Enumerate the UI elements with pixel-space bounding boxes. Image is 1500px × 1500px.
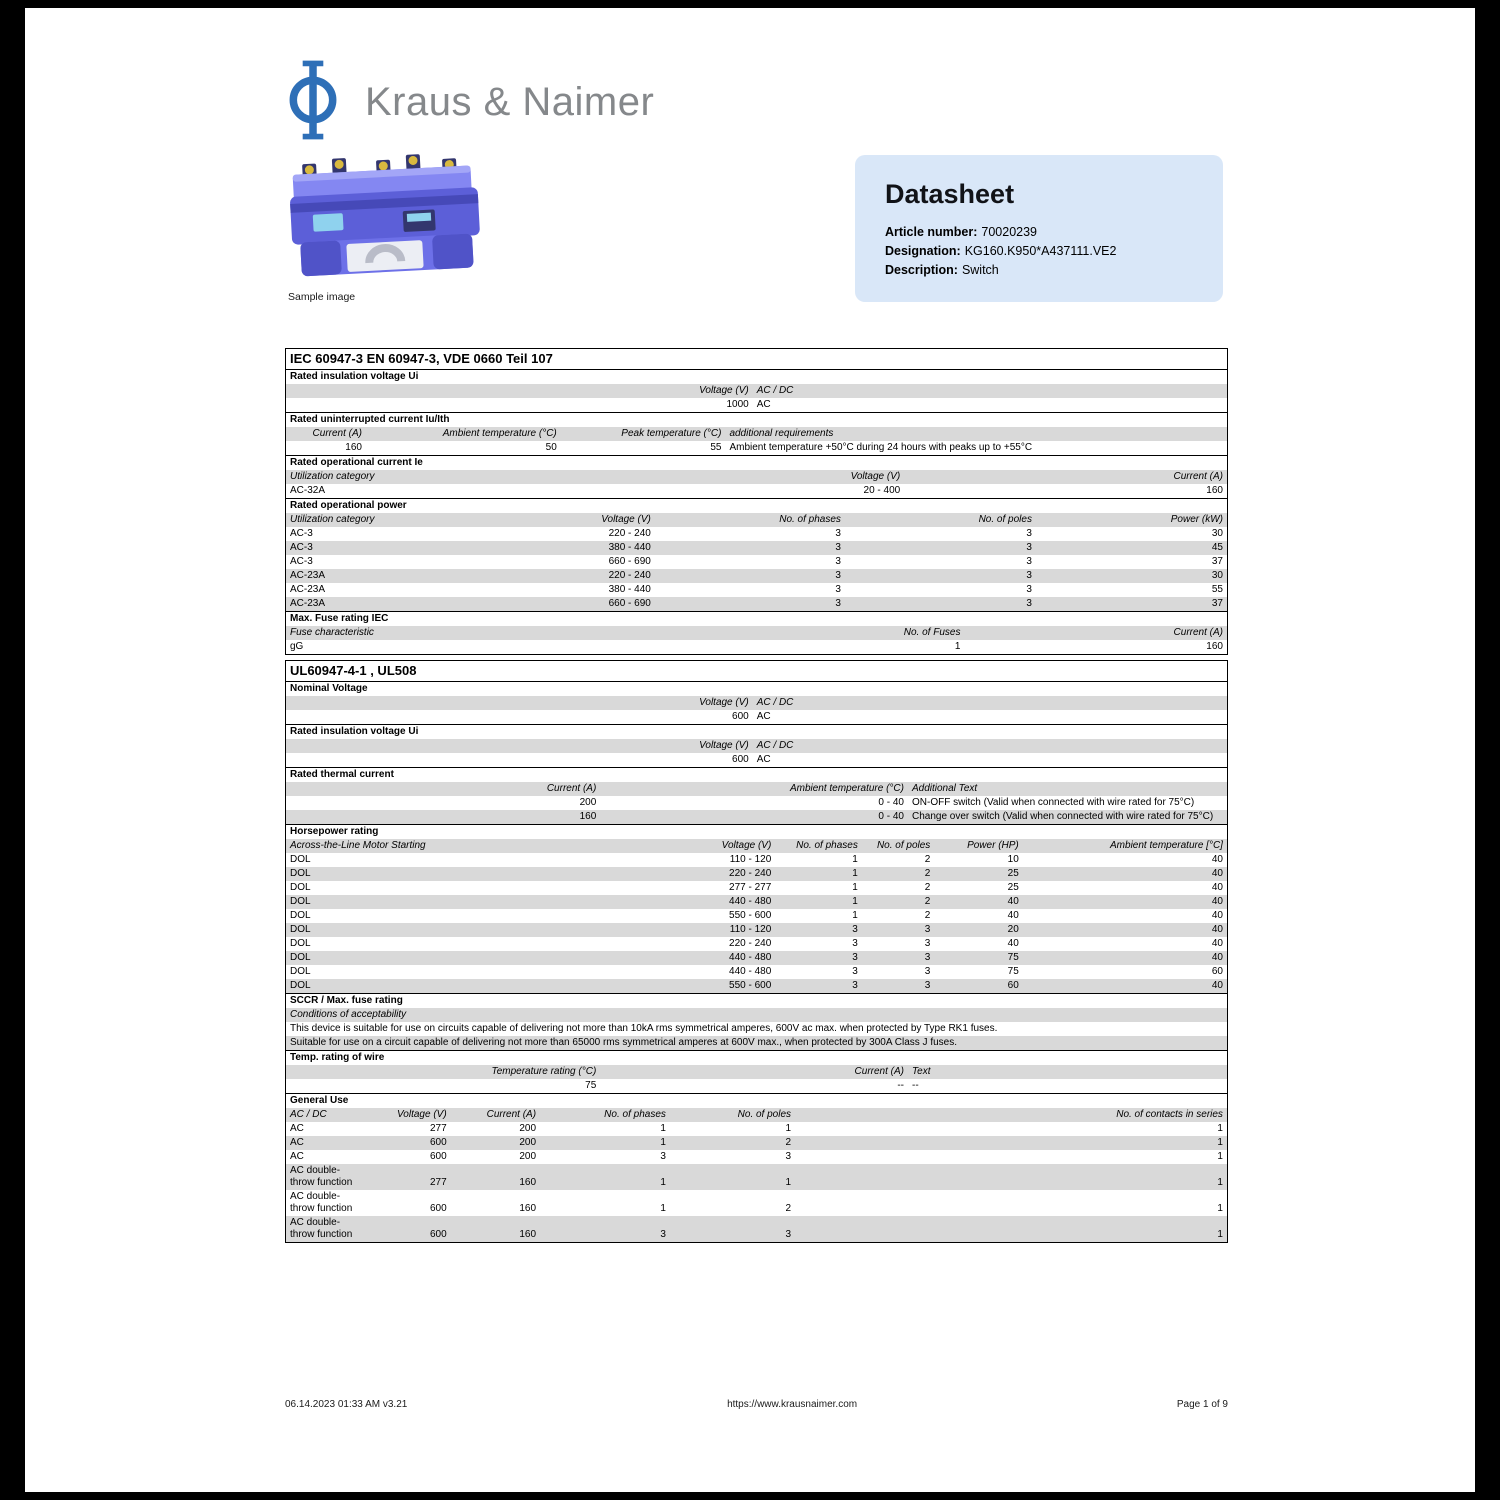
table-cell: AC-3 bbox=[290, 556, 313, 567]
table-cell: 2 bbox=[785, 1203, 792, 1214]
table-row bbox=[286, 569, 1227, 583]
product-image bbox=[283, 154, 488, 284]
field-label: Designation: bbox=[885, 244, 961, 258]
table-cell: 3 bbox=[1026, 556, 1032, 567]
table-cell: 3 bbox=[835, 570, 841, 581]
table-cell: AC double-throw function bbox=[290, 1191, 353, 1214]
table-cell: 660 - 690 bbox=[608, 598, 651, 609]
table-row bbox=[286, 895, 1227, 909]
table-cell: 200 bbox=[519, 1137, 537, 1148]
table-cell: 2 bbox=[924, 910, 931, 921]
table-header-row bbox=[286, 1108, 1227, 1122]
table-cell: 1000 bbox=[726, 399, 749, 410]
table-cell: 40 bbox=[1007, 938, 1019, 949]
table-cell: 600 bbox=[429, 1151, 447, 1162]
table-cell: 110 - 120 bbox=[729, 924, 772, 935]
table-cell: 40 bbox=[1211, 938, 1223, 949]
table-cell: 160 bbox=[345, 442, 362, 453]
table-cell: Peak temperature (°C) bbox=[621, 428, 722, 439]
table-row bbox=[286, 710, 1227, 724]
table-cell: 3 bbox=[852, 980, 858, 991]
table-cell: Power (kW) bbox=[1170, 514, 1223, 525]
table-row bbox=[286, 810, 1227, 824]
table-cell: 550 - 600 bbox=[729, 980, 772, 991]
table-cell: 1 bbox=[785, 1177, 792, 1188]
table-cell: 3 bbox=[785, 1229, 792, 1240]
table-cell: 380 - 440 bbox=[608, 584, 651, 595]
table-cell: ON-OFF switch (Valid when connected with wire rated for 75°C) bbox=[911, 797, 1195, 808]
table-cell: DOL bbox=[290, 868, 311, 879]
spec-section-title: Rated uninterrupted current Iu/Ith bbox=[290, 414, 450, 425]
table-cell: -- bbox=[897, 1080, 904, 1091]
phi-logo-icon bbox=[283, 58, 343, 147]
table-cell: AC / DC bbox=[756, 697, 794, 708]
table-cell: Current (A) bbox=[312, 428, 362, 439]
table-row bbox=[286, 1079, 1227, 1093]
footer-url[interactable]: https://www.krausnaimer.com bbox=[727, 1399, 858, 1410]
table-cell: 3 bbox=[924, 924, 931, 935]
table-cell: Voltage (V) bbox=[699, 385, 749, 396]
table-cell: 550 - 600 bbox=[729, 910, 772, 921]
spec-section-title: Rated insulation voltage Ui bbox=[290, 371, 419, 382]
table-row bbox=[286, 909, 1227, 923]
table-cell: 600 bbox=[732, 754, 749, 765]
table-cell: 40 bbox=[1211, 882, 1223, 893]
table-cell: 3 bbox=[835, 528, 841, 539]
spec-section-title: Temp. rating of wire bbox=[290, 1052, 385, 1063]
table-cell: AC bbox=[756, 711, 771, 722]
table-cell: 277 bbox=[429, 1177, 447, 1188]
table-cell: 3 bbox=[835, 598, 841, 609]
table-header-row bbox=[286, 384, 1227, 398]
table-cell: 1 bbox=[785, 1123, 792, 1134]
table-cell: Change over switch (Valid when connected with wire rated for 75°C) bbox=[911, 811, 1214, 822]
table-header-row bbox=[286, 1065, 1227, 1079]
table-cell: Current (A) bbox=[546, 783, 597, 794]
table-cell: No. of phases bbox=[779, 514, 841, 525]
spec-section bbox=[286, 724, 1227, 767]
table-cell: 1 bbox=[660, 1203, 666, 1214]
table-cell: 600 bbox=[429, 1229, 447, 1240]
table-cell: 10 bbox=[1007, 854, 1019, 865]
table-cell: 160 bbox=[519, 1177, 537, 1188]
table-cell: 3 bbox=[1026, 584, 1032, 595]
table-row bbox=[286, 867, 1227, 881]
table-cell: 40 bbox=[1211, 980, 1223, 991]
table-cell: 1 bbox=[660, 1137, 666, 1148]
table-cell: AC-3 bbox=[290, 528, 313, 539]
table-cell: 160 bbox=[579, 811, 597, 822]
table-header-row bbox=[286, 626, 1227, 640]
spec-section bbox=[286, 1050, 1227, 1093]
table-cell: Across-the-Line Motor Starting bbox=[290, 840, 426, 851]
table-cell: Additional Text bbox=[911, 783, 978, 794]
spec-section-title: Max. Fuse rating IEC bbox=[290, 613, 389, 624]
table-cell: Voltage (V) bbox=[699, 697, 749, 708]
table-cell: 50 bbox=[545, 442, 557, 453]
table-cell: AC-23A bbox=[290, 570, 326, 581]
table-cell: 440 - 480 bbox=[729, 952, 772, 963]
spec-tables bbox=[285, 348, 1228, 1248]
table-header-row bbox=[286, 739, 1227, 753]
table-cell: Fuse characteristic bbox=[290, 627, 374, 638]
table-cell: AC bbox=[290, 1151, 304, 1162]
datasheet-info-box bbox=[855, 155, 1223, 302]
table-header-row bbox=[286, 839, 1227, 853]
table-cell: 25 bbox=[1007, 882, 1019, 893]
table-cell: DOL bbox=[290, 882, 311, 893]
spec-block bbox=[285, 348, 1228, 655]
spec-section-title: Rated operational current Ie bbox=[290, 457, 423, 468]
table-cell: AC-32A bbox=[290, 485, 326, 496]
table-cell: 160 bbox=[1206, 485, 1223, 496]
table-cell: 0 - 40 bbox=[878, 797, 904, 808]
table-cell: 3 bbox=[924, 966, 931, 977]
table-cell: 200 bbox=[519, 1151, 537, 1162]
table-cell: 3 bbox=[1026, 598, 1032, 609]
table-cell: 40 bbox=[1211, 924, 1223, 935]
table-cell: 220 - 240 bbox=[608, 528, 651, 539]
table-row bbox=[286, 1136, 1227, 1150]
table-cell: 3 bbox=[785, 1151, 792, 1162]
table-row bbox=[286, 484, 1227, 498]
table-row bbox=[286, 441, 1227, 455]
table-cell: AC double-throw function bbox=[290, 1217, 353, 1240]
table-cell: 75 bbox=[585, 1080, 597, 1091]
spec-block bbox=[285, 660, 1228, 1243]
table-cell: 600 bbox=[429, 1203, 447, 1214]
table-cell: 40 bbox=[1211, 868, 1223, 879]
table-header-row bbox=[286, 782, 1227, 796]
table-row bbox=[286, 527, 1227, 541]
table-header-row bbox=[286, 696, 1227, 710]
table-cell: 1 bbox=[1217, 1123, 1223, 1134]
table-cell: Utilization category bbox=[290, 471, 375, 482]
spec-section bbox=[286, 611, 1227, 654]
table-cell: 0 - 40 bbox=[878, 811, 904, 822]
table-row bbox=[286, 597, 1227, 611]
table-cell: 160 bbox=[1206, 641, 1223, 652]
table-cell: 3 bbox=[1026, 570, 1032, 581]
table-cell: No. of phases bbox=[604, 1109, 666, 1120]
sample-image-caption: Sample image bbox=[288, 291, 356, 303]
table-cell: 1 bbox=[1217, 1203, 1223, 1214]
table-cell: 3 bbox=[852, 924, 858, 935]
table-cell: 1 bbox=[1217, 1137, 1223, 1148]
table-cell: 3 bbox=[660, 1229, 666, 1240]
table-cell: 440 - 480 bbox=[729, 896, 772, 907]
table-cell: 2 bbox=[924, 854, 931, 865]
table-cell: AC bbox=[290, 1137, 304, 1148]
table-cell: Temperature rating (°C) bbox=[491, 1066, 597, 1077]
field-label: Description: bbox=[885, 263, 958, 277]
spec-section bbox=[286, 824, 1227, 993]
table-cell: 3 bbox=[852, 966, 858, 977]
description-field bbox=[885, 261, 1193, 280]
table-row bbox=[286, 1190, 1227, 1216]
table-cell: Current (A) bbox=[1173, 627, 1223, 638]
table-cell: Ambient temperature +50°C during 24 hours with peaks up to +55°C bbox=[729, 442, 1033, 453]
datasheet-title: Datasheet bbox=[885, 179, 1015, 209]
table-cell: 20 - 400 bbox=[863, 485, 901, 496]
spec-section bbox=[286, 1093, 1227, 1242]
table-cell: This device is suitable for use on circuits capable of delivering not more than 10kA rms symmetrical amperes, 600V ac max. when protected by Type RK1 fuses. bbox=[290, 1023, 998, 1034]
brand-name: Kraus & Naimer bbox=[365, 80, 655, 124]
table-row bbox=[286, 965, 1227, 979]
spec-section-title: SCCR / Max. fuse rating bbox=[290, 995, 403, 1006]
table-cell: 20 bbox=[1007, 924, 1019, 935]
table-cell: No. of Fuses bbox=[903, 627, 961, 638]
table-cell: 160 bbox=[519, 1229, 537, 1240]
table-cell: 40 bbox=[1211, 854, 1223, 865]
table-cell: Ambient temperature (°C) bbox=[789, 783, 904, 794]
table-cell: 75 bbox=[1007, 966, 1019, 977]
table-cell: 40 bbox=[1007, 896, 1019, 907]
table-cell: 3 bbox=[924, 938, 931, 949]
table-cell: Conditions of acceptability bbox=[290, 1009, 407, 1020]
table-row bbox=[286, 1036, 1227, 1050]
table-cell: DOL bbox=[290, 854, 311, 865]
table-cell: 60 bbox=[1211, 966, 1223, 977]
table-cell: 3 bbox=[835, 584, 841, 595]
table-cell: 25 bbox=[1007, 868, 1019, 879]
field-value: Switch bbox=[961, 263, 999, 277]
table-cell: AC-23A bbox=[290, 584, 326, 595]
spec-section bbox=[286, 498, 1227, 611]
table-cell: 3 bbox=[835, 542, 841, 553]
table-cell: Utilization category bbox=[290, 514, 375, 525]
table-cell: 30 bbox=[1211, 528, 1223, 539]
table-cell: Voltage (V) bbox=[397, 1109, 447, 1120]
spec-section bbox=[286, 455, 1227, 498]
table-cell: Voltage (V) bbox=[699, 740, 749, 751]
field-label: Article number: bbox=[885, 225, 978, 239]
table-cell: 3 bbox=[924, 980, 931, 991]
table-cell: 55 bbox=[710, 442, 722, 453]
table-cell: 160 bbox=[519, 1203, 537, 1214]
table-cell: 2 bbox=[924, 896, 931, 907]
table-cell: 40 bbox=[1211, 910, 1223, 921]
table-cell: 1 bbox=[852, 854, 858, 865]
designation-field bbox=[885, 242, 1193, 261]
table-cell: DOL bbox=[290, 910, 311, 921]
spec-section-title: Rated operational power bbox=[290, 500, 407, 511]
table-cell: 110 - 120 bbox=[729, 854, 772, 865]
field-value: 70020239 bbox=[981, 225, 1038, 239]
table-cell: AC-3 bbox=[290, 542, 313, 553]
table-cell: No. of poles bbox=[737, 1109, 792, 1120]
table-row bbox=[286, 398, 1227, 412]
table-cell: No. of contacts in series bbox=[1116, 1109, 1223, 1120]
table-cell: 1 bbox=[1217, 1229, 1223, 1240]
table-cell: DOL bbox=[290, 980, 311, 991]
table-cell: DOL bbox=[290, 896, 311, 907]
table-cell: 2 bbox=[785, 1137, 792, 1148]
table-cell: Ambient temperature (°C) bbox=[442, 428, 557, 439]
table-row bbox=[286, 583, 1227, 597]
table-cell: 75 bbox=[1007, 952, 1019, 963]
footer-page-number: Page 1 of 9 bbox=[1176, 1399, 1228, 1410]
table-cell: AC bbox=[756, 399, 771, 410]
table-cell: 40 bbox=[1211, 952, 1223, 963]
table-row bbox=[286, 541, 1227, 555]
table-cell: Voltage (V) bbox=[850, 471, 901, 482]
table-cell: 277 - 277 bbox=[729, 882, 772, 893]
table-cell: 220 - 240 bbox=[729, 868, 772, 879]
table-cell: 1 bbox=[1217, 1151, 1223, 1162]
spec-block-title: IEC 60947-3 EN 60947-3, VDE 0660 Teil 107 bbox=[286, 349, 1227, 370]
table-cell: AC bbox=[756, 754, 771, 765]
table-cell: 3 bbox=[1026, 542, 1032, 553]
spec-section bbox=[286, 370, 1227, 412]
table-cell: 3 bbox=[1026, 528, 1032, 539]
table-row bbox=[286, 1216, 1227, 1242]
table-row bbox=[286, 1122, 1227, 1136]
table-row bbox=[286, 753, 1227, 767]
table-cell: gG bbox=[290, 641, 304, 652]
article-number-field bbox=[885, 223, 1193, 242]
table-cell: Voltage (V) bbox=[601, 514, 651, 525]
table-cell: 1 bbox=[852, 882, 858, 893]
table-cell: 40 bbox=[1007, 910, 1019, 921]
table-cell: Ambient temperature [°C] bbox=[1110, 840, 1223, 851]
spec-section bbox=[286, 993, 1227, 1050]
table-row bbox=[286, 951, 1227, 965]
table-cell: 3 bbox=[852, 938, 858, 949]
table-row bbox=[286, 937, 1227, 951]
table-cell: 3 bbox=[835, 556, 841, 567]
table-header-row bbox=[286, 427, 1227, 441]
table-cell: 1 bbox=[852, 910, 858, 921]
table-cell: 380 - 440 bbox=[608, 542, 651, 553]
spec-section-title: Horsepower rating bbox=[290, 826, 379, 837]
table-row bbox=[286, 881, 1227, 895]
table-cell: AC-23A bbox=[290, 598, 326, 609]
table-cell: additional requirements bbox=[729, 428, 834, 439]
table-cell: 1 bbox=[954, 641, 961, 652]
table-cell: 2 bbox=[924, 868, 931, 879]
spec-section-title: Rated insulation voltage Ui bbox=[290, 726, 419, 737]
table-cell: No. of poles bbox=[978, 514, 1032, 525]
table-cell: Current (A) bbox=[854, 1066, 904, 1077]
table-cell: 1 bbox=[852, 896, 858, 907]
spec-block-title: UL60947-4-1 , UL508 bbox=[286, 661, 1227, 682]
spec-section-title: General Use bbox=[290, 1095, 349, 1106]
table-row bbox=[286, 979, 1227, 993]
table-row bbox=[286, 555, 1227, 569]
datasheet-page bbox=[25, 8, 1475, 1492]
table-cell: No. of phases bbox=[796, 840, 858, 851]
table-cell: 1 bbox=[1217, 1177, 1223, 1188]
table-cell: 200 bbox=[519, 1123, 537, 1134]
table-cell: 220 - 240 bbox=[729, 938, 772, 949]
table-cell: Current (A) bbox=[1173, 471, 1223, 482]
footer-timestamp: 06.14.2023 01:33 AM v3.21 bbox=[285, 1399, 408, 1410]
table-cell: DOL bbox=[290, 938, 311, 949]
table-cell: 3 bbox=[660, 1151, 666, 1162]
table-header-row bbox=[286, 513, 1227, 527]
table-cell: AC / DC bbox=[290, 1109, 327, 1120]
table-row bbox=[286, 1150, 1227, 1164]
table-row bbox=[286, 1164, 1227, 1190]
spec-section bbox=[286, 767, 1227, 824]
table-row bbox=[286, 853, 1227, 867]
table-cell: 600 bbox=[732, 711, 749, 722]
table-cell: 45 bbox=[1211, 542, 1223, 553]
table-cell: 220 - 240 bbox=[608, 570, 651, 581]
table-cell: Power (HP) bbox=[967, 840, 1019, 851]
table-cell: 1 bbox=[660, 1123, 666, 1134]
spec-section bbox=[286, 682, 1227, 724]
table-row bbox=[286, 796, 1227, 810]
table-cell: AC double-throw function bbox=[290, 1165, 353, 1188]
table-header-row bbox=[286, 1008, 1227, 1022]
table-cell: 55 bbox=[1211, 584, 1223, 595]
table-cell: Voltage (V) bbox=[721, 840, 772, 851]
table-cell: 60 bbox=[1007, 980, 1019, 991]
spec-section-title: Rated thermal current bbox=[290, 769, 394, 780]
table-cell: No. of poles bbox=[876, 840, 931, 851]
table-cell: 37 bbox=[1211, 556, 1223, 567]
table-cell: 440 - 480 bbox=[729, 966, 772, 977]
table-row bbox=[286, 1022, 1227, 1036]
table-cell: 200 bbox=[579, 797, 597, 808]
table-cell: AC / DC bbox=[756, 385, 794, 396]
table-cell: 37 bbox=[1211, 598, 1223, 609]
table-row bbox=[286, 640, 1227, 654]
brand-logo bbox=[283, 58, 654, 147]
table-cell: Current (A) bbox=[486, 1109, 537, 1120]
table-cell: AC bbox=[290, 1123, 304, 1134]
table-cell: 3 bbox=[924, 952, 931, 963]
table-cell: 2 bbox=[924, 882, 931, 893]
table-cell: 660 - 690 bbox=[608, 556, 651, 567]
table-cell: 3 bbox=[852, 952, 858, 963]
table-cell: 600 bbox=[429, 1137, 447, 1148]
table-cell: 30 bbox=[1211, 570, 1223, 581]
table-cell: AC / DC bbox=[756, 740, 794, 751]
field-value: KG160.K950*A437111.VE2 bbox=[964, 244, 1117, 258]
spec-section bbox=[286, 412, 1227, 455]
table-cell: 1 bbox=[660, 1177, 666, 1188]
table-cell: DOL bbox=[290, 952, 311, 963]
table-cell: -- bbox=[911, 1080, 919, 1091]
table-header-row bbox=[286, 470, 1227, 484]
table-cell: 1 bbox=[852, 868, 858, 879]
table-cell: 277 bbox=[429, 1123, 447, 1134]
spec-section-title: Nominal Voltage bbox=[290, 683, 368, 694]
table-cell: 40 bbox=[1211, 896, 1223, 907]
table-row bbox=[286, 923, 1227, 937]
table-cell: DOL bbox=[290, 924, 311, 935]
table-cell: Suitable for use on a circuit capable of delivering not more than 65000 rms symmetrical amperes at 600V max., when protected by 300A Class J fuses. bbox=[290, 1037, 958, 1048]
table-cell: Text bbox=[911, 1066, 931, 1077]
page-footer bbox=[285, 1399, 1228, 1410]
table-cell: DOL bbox=[290, 966, 311, 977]
